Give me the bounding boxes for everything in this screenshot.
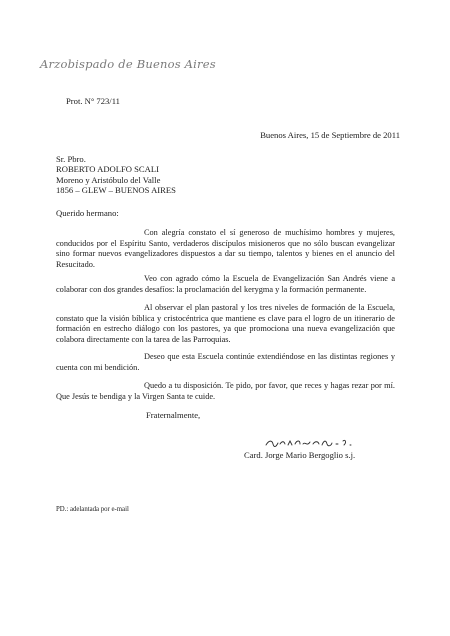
closing: Fraternalmente,: [146, 410, 201, 420]
body-paragraph: Veo con agrado cómo la Escuela de Evangelización San Andrés viene a colaborar con dos grandes desafíos: la proclamación del kerygma y la formación permanente.: [56, 274, 395, 294]
letter-date: Buenos Aires, 15 de Septiembre de 2011: [260, 130, 400, 140]
greeting: Querido hermano:: [56, 208, 119, 218]
postscript: PD.: adelantada por e-mail: [56, 506, 129, 513]
recipient-name: ROBERTO ADOLFO SCALI: [56, 164, 159, 175]
recipient-block: [56, 154, 176, 195]
handwritten-signature: [264, 434, 360, 450]
recipient-address: Moreno y Aristóbulo del Valle: [56, 174, 161, 185]
protocol-number: Prot. N° 723/11: [66, 96, 120, 106]
body-paragraph: Deseo que esta Escuela continúe extendiéndose en las distintas regiones y cuenta con mi bendición.: [56, 352, 395, 372]
signature-name: Card. Jorge Mario Bergoglio s.j.: [244, 450, 356, 460]
body-paragraph: Quedo a tu disposición. Te pido, por favor, que reces y hagas rezar por mí. Que Jesús te bendiga y la Virgen Santa te cuide.: [56, 381, 395, 401]
body-paragraph: Al observar el plan pastoral y los tres niveles de formación de la Escuela, constato que la visión bíblica y cristocéntrica que mantiene es clave para el logro de un itinerario de formación en estrecho diálogo con los pastores, ya que promociona una nueva evangelización que colabora directamente con la tarea de las Parroquias.: [56, 303, 395, 344]
body-paragraph: Con alegría constato el sí generoso de muchísimo hombres y mujeres, conducidos por el Espíritu Santo, verdaderos discípulos misioneros que no sólo buscan evangelizar sino formar nuevos evangelizadores dispuestos a dar su tiempo, talentos y bienes en el anuncio del Resucitado.: [56, 228, 395, 269]
recipient-title: Sr. Pbro.: [56, 154, 86, 164]
letterhead: Arzobispado de Buenos Aires: [40, 57, 216, 71]
recipient-city: 1856 – GLEW – BUENOS AIRES: [56, 184, 176, 195]
